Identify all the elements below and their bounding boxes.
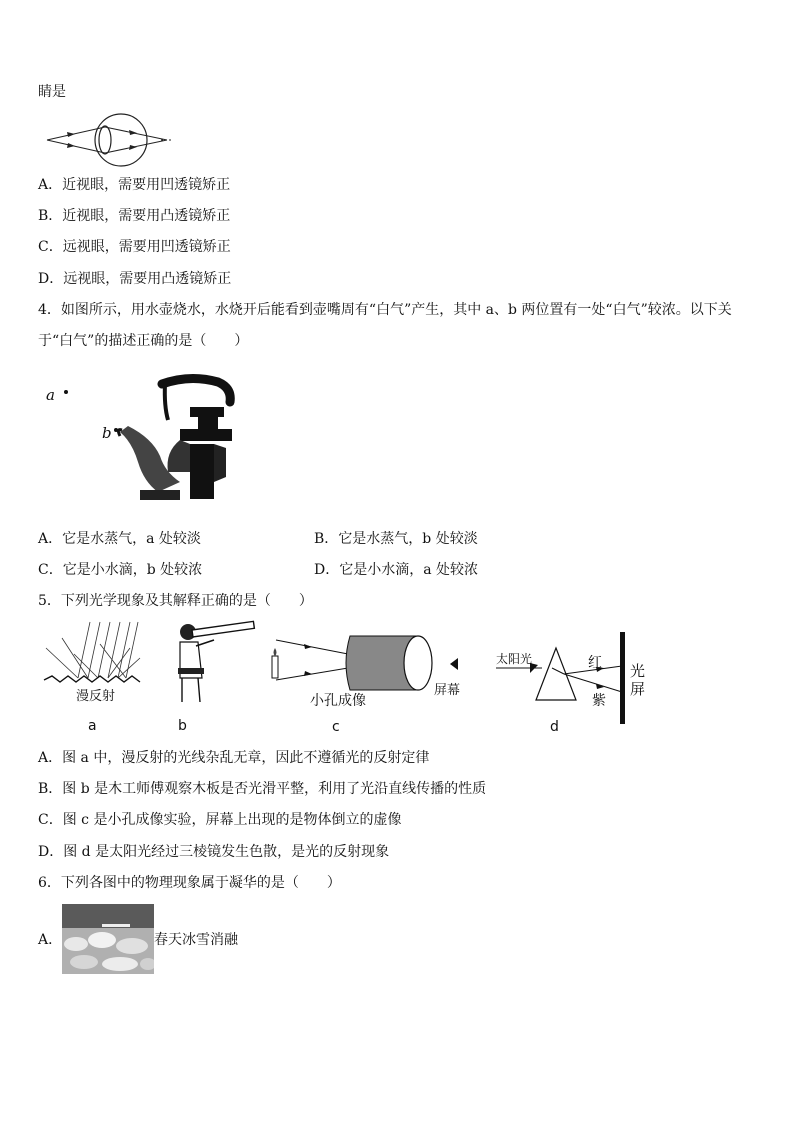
q3-option-a: A．近视眼，需要用凹透镜矫正 — [38, 177, 231, 193]
q4-option-b: B．它是水蒸气，b 处较淡 — [314, 531, 478, 547]
arrow-head — [67, 143, 75, 148]
q4-option-d: D．它是小水滴，a 处较浓 — [314, 562, 479, 578]
fig-d-letter: d — [550, 719, 559, 735]
q3-option-b: B．近视眼，需要用凸透镜矫正 — [38, 208, 231, 224]
q4-option-c: C．它是小水滴，b 处较浓 — [38, 562, 203, 578]
q5-option-a: A．图 a 中，漫反射的光线杂乱无章，因此不遵循光的反射定律 — [38, 750, 430, 766]
light-screen — [620, 632, 625, 724]
kettle-figure — [40, 372, 235, 504]
kettle-label-a: a — [46, 386, 55, 404]
fig-b-letter: b — [178, 718, 187, 734]
q3-option-c: C．远视眼，需要用凹透镜矫正 — [38, 239, 231, 255]
eyeball — [95, 114, 147, 166]
fig-d-screen-bottom: 屏 — [630, 680, 646, 698]
arrow-head — [67, 132, 75, 137]
q5-option-c: C．图 c 是小孔成像实验，屏幕上出现的是物体倒立的虚像 — [38, 812, 402, 828]
q4-stem-line1: 4．如图所示，用水壶烧水，水烧开后能看到壶嘴周有“白气”产生，其中 a、b 两位置有一处“白气”较浓。以下关 — [38, 302, 732, 318]
fig-b-carpenter — [170, 618, 260, 734]
q5-option-b: B．图 b 是木工师傅观察木板是否光滑平整，利用了光沿直线传播的性质 — [38, 781, 487, 797]
q6-option-a-letter: A． — [38, 932, 63, 948]
prism — [536, 648, 576, 700]
fig-a-caption: 漫反射 — [76, 689, 116, 704]
fig-c-caption: 小孔成像 — [310, 693, 366, 709]
q4-option-a: A．它是水蒸气，a 处较淡 — [38, 531, 201, 547]
candle — [272, 656, 278, 678]
fig-d-prism — [492, 630, 652, 736]
q6-stem: 6．下列各图中的物理现象属于凝华的是（ ） — [38, 875, 341, 891]
fig-c-letter: c — [332, 719, 340, 735]
arrow-head — [129, 145, 137, 150]
fig-d-red-label: 红 — [588, 655, 602, 671]
fig-a-diffuse-reflection — [40, 618, 144, 734]
steam-dot-a — [64, 390, 68, 394]
fig-d-screen-top: 光 — [630, 662, 646, 680]
q5-option-d: D．图 d 是太阳光经过三棱镜发生色散，是光的反射现象 — [38, 844, 390, 860]
fig-c-screen-label: 屏幕 — [434, 683, 461, 698]
fig-d-sun-label: 太阳光 — [496, 652, 533, 666]
fig-c-pinhole — [268, 628, 468, 736]
q3-stem-tail: 睛是 — [38, 84, 66, 100]
kettle-label-b: b — [102, 424, 112, 442]
steam-dot-b — [114, 428, 118, 432]
fig-d-purple-label: 紫 — [592, 693, 606, 709]
arrow-head — [129, 130, 137, 135]
melting-snow-photo — [62, 904, 154, 974]
q5-stem: 5．下列光学现象及其解释正确的是（ ） — [38, 593, 313, 609]
eye-diagram — [45, 112, 175, 168]
eye-lens — [99, 126, 111, 154]
q6-option-a-text: 春天冰雪消融 — [154, 932, 238, 948]
q3-option-d: D．远视眼，需要用凸透镜矫正 — [38, 271, 232, 287]
fig-a-letter: a — [88, 718, 97, 734]
q4-stem-line2: 于“白气”的描述正确的是（ ） — [38, 333, 249, 349]
